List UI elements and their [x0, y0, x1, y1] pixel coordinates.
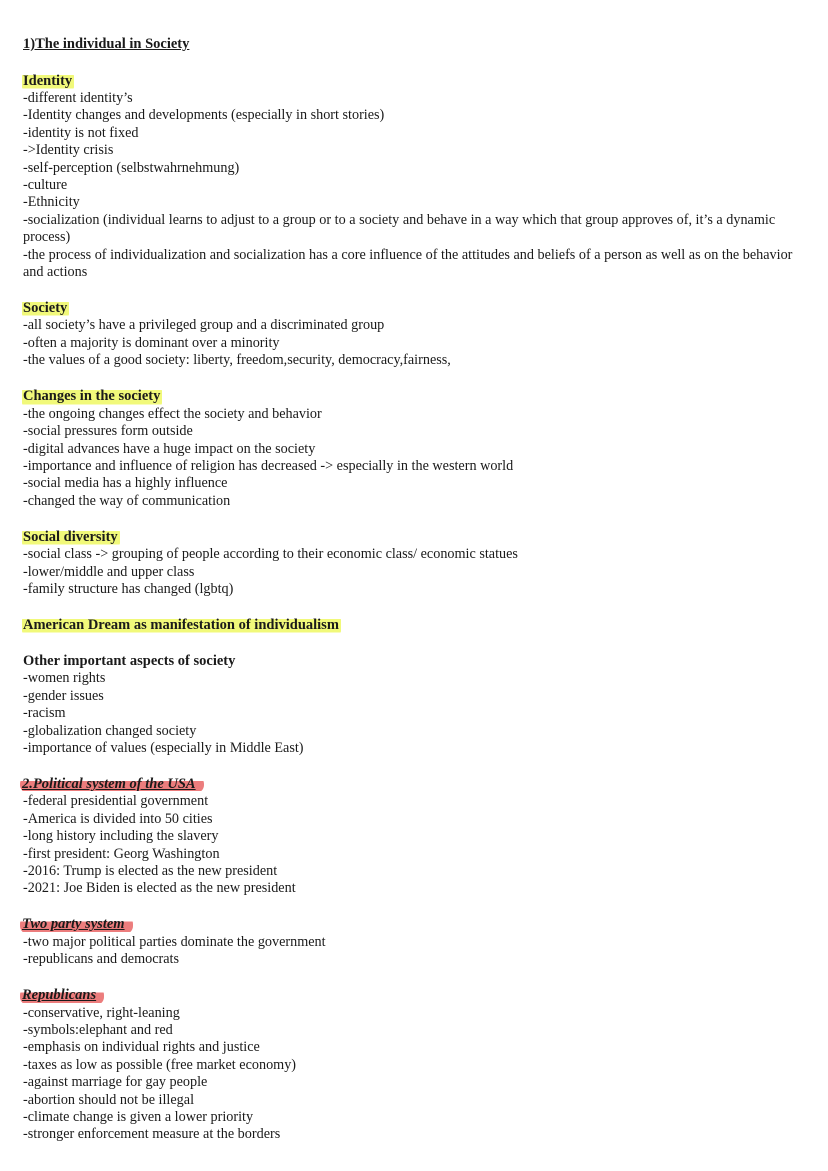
section-heading: American Dream as manifestation of individualism	[23, 616, 339, 633]
section-heading: Social diversity	[23, 528, 118, 545]
bullet-line: -lower/middle and upper class	[23, 563, 195, 580]
bullet-line: -self-perception (selbstwahrnehmung)	[23, 159, 240, 176]
bullet-list	[23, 546, 813, 598]
bullet-line: -social class -> grouping of people according to their economic class/ economic statues	[23, 546, 518, 563]
bullet-line: -taxes as low as possible (free market economy)	[23, 1056, 297, 1073]
bullet-line: -often a majority is dominant over a minority	[23, 334, 280, 351]
bullet-line: -all society’s have a privileged group and a discriminated group	[23, 317, 385, 334]
bullet-list	[23, 406, 813, 510]
bullet-list	[23, 670, 813, 757]
section-heading: Society	[23, 299, 68, 316]
bullet-line: -family structure has changed (lgbtq)	[23, 580, 234, 597]
bullet-line: -climate change is given a lower priority	[23, 1109, 254, 1126]
bullet-line: -America is divided into 50 cities	[23, 810, 213, 827]
bullet-list	[23, 90, 813, 281]
bullet-line: -two major political parties dominate the government	[23, 933, 326, 950]
bullet-line: -Ethnicity	[23, 194, 80, 211]
bullet-line: -racism	[23, 705, 66, 722]
bullet-list	[23, 317, 813, 369]
bullet-list	[23, 1005, 813, 1144]
bullet-line: -long history including the slavery	[23, 828, 219, 845]
section	[23, 387, 813, 527]
bullet-line: -stronger enforcement measure at the borders	[23, 1126, 281, 1143]
section	[23, 986, 813, 1144]
bullet-list	[23, 793, 813, 897]
bullet-line: -socialization (individual learns to adjust to a group or to a society and behave in a way which that group approves of, it’s a dynamic process)	[23, 211, 776, 246]
bullet-line: -symbols:elephant and red	[23, 1022, 173, 1039]
section-heading: Republicans	[20, 987, 104, 1005]
bullet-line: -against marriage for gay people	[23, 1074, 208, 1091]
bullet-line: -identity is not fixed	[23, 124, 139, 141]
sections-container	[23, 72, 813, 1144]
section	[23, 299, 813, 387]
bullet-line: -importance and influence of religion has decreased -> especially in the western world	[23, 457, 514, 474]
section	[23, 915, 813, 986]
section-heading: Identity	[23, 72, 73, 89]
bullet-line: -abortion should not be illegal	[23, 1091, 195, 1108]
bullet-line: -social pressures form outside	[23, 423, 193, 440]
bullet-line: -the values of a good society: liberty, freedom,security, democracy,fairness,	[23, 352, 451, 369]
bullet-line: -changed the way of communication	[23, 492, 231, 509]
bullet-line: -emphasis on individual rights and justice	[23, 1039, 260, 1056]
document-title: 1)The individual in Society	[23, 36, 190, 52]
section-heading: Changes in the society	[23, 388, 161, 405]
section	[23, 652, 813, 775]
bullet-line: -digital advances have a huge impact on the society	[23, 440, 316, 457]
bullet-line: -the process of individualization and socialization has a core influence of the attitudes and beliefs of a person as well as on the behavior and actions	[23, 246, 793, 281]
section-heading: Two party system	[20, 916, 133, 934]
bullet-line: -importance of values (especially in Middle East)	[23, 739, 304, 756]
bullet-list	[23, 934, 813, 969]
bullet-line: -social media has a highly influence	[23, 475, 228, 492]
bullet-line: -first president: Georg Washington	[23, 845, 220, 862]
section	[23, 528, 813, 616]
bullet-line: -globalization changed society	[23, 722, 197, 739]
bullet-line: -conservative, right-leaning	[23, 1004, 180, 1021]
bullet-line: -culture	[23, 177, 68, 194]
section	[23, 775, 813, 915]
section-heading: 2.Political system of the USA	[20, 776, 204, 794]
bullet-line: -2021: Joe Biden is elected as the new president	[23, 880, 296, 897]
bullet-line: -2016: Trump is elected as the new president	[23, 863, 278, 879]
bullet-line: -the ongoing changes effect the society and behavior	[23, 405, 322, 422]
bullet-line: -republicans and democrats	[23, 951, 180, 968]
section-heading: Other important aspects of society	[23, 652, 236, 669]
bullet-line: -gender issues	[23, 687, 104, 704]
bullet-line: -different identity’s	[23, 90, 133, 106]
bullet-line: -Identity changes and developments (especially in short stories)	[23, 107, 385, 124]
bullet-line: -federal presidential government	[23, 793, 209, 810]
section	[23, 72, 813, 299]
bullet-line: ->Identity crisis	[23, 142, 114, 159]
bullet-line: -women rights	[23, 670, 106, 687]
section	[23, 616, 813, 652]
